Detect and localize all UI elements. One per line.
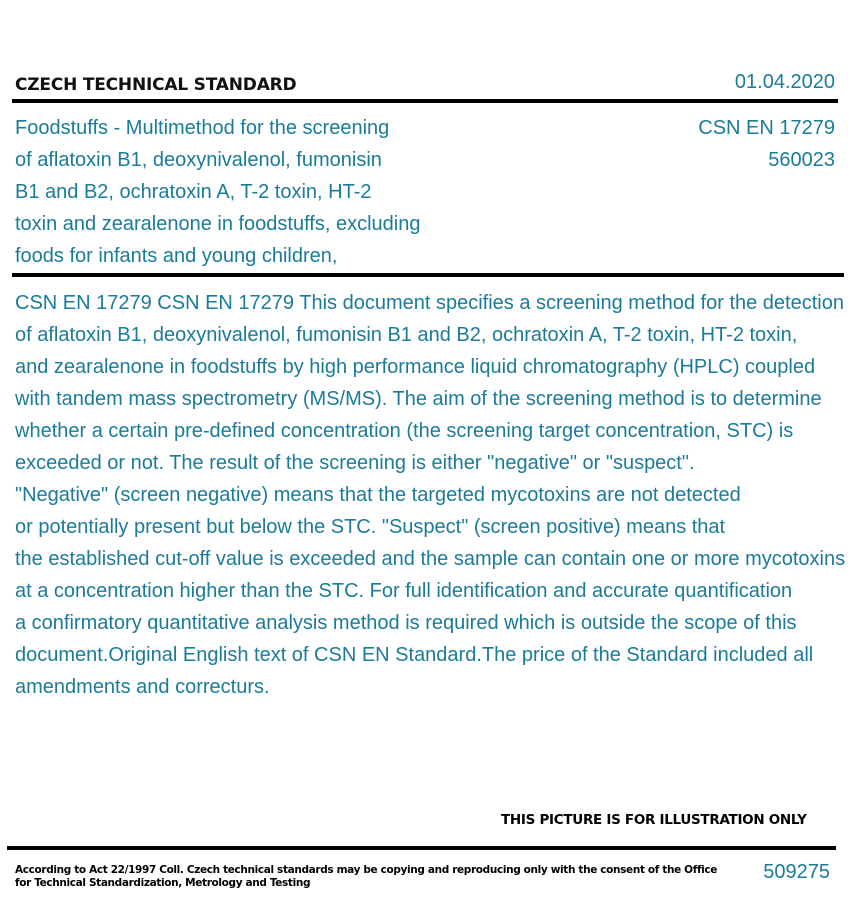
document-number: 509275: [763, 861, 830, 883]
legal-notice-line: According to Act 22/1997 Coll. Czech technical standards may be copying and reproducing only with the consent of the Office: [15, 864, 718, 876]
description-line: exceeded or not. The result of the screening is either "negative" or "suspect".: [15, 452, 695, 474]
description-line: document.Original English text of CSN EN Standard.The price of the Standard included all: [15, 644, 814, 666]
description-line: "Negative" (screen negative) means that the targeted mycotoxins are not detected: [15, 484, 741, 506]
header-divider: [12, 99, 838, 103]
title-divider: [12, 273, 844, 277]
document-type-label: CZECH TECHNICAL STANDARD: [15, 75, 297, 95]
legal-notice-line: for Technical Standardization, Metrology and Testing: [15, 877, 311, 889]
title-line: of aflatoxin B1, deoxynivalenol, fumonisin: [15, 149, 382, 171]
title-line: B1 and B2, ochratoxin A, T-2 toxin, HT-2: [15, 181, 372, 203]
description-line: of aflatoxin B1, deoxynivalenol, fumonisin B1 and B2, ochratoxin A, T-2 toxin, HT-2 toxin,: [15, 324, 798, 346]
description-line: amendments and correcturs.: [15, 676, 270, 698]
title-line: Foodstuffs - Multimethod for the screening: [15, 117, 390, 139]
legal-notice: [15, 864, 718, 890]
description-line: whether a certain pre-defined concentration (the screening target concentration, STC) is: [15, 420, 794, 442]
title-line: foods for infants and young children,: [15, 245, 338, 267]
description-line: the established cut-off value is exceeded and the sample can contain one or more mycotoxins: [15, 548, 846, 570]
publication-date: 01.04.2020: [734, 71, 835, 93]
description-line: and zearalenone in foodstuffs by high performance liquid chromatography (HPLC) coupled: [15, 356, 816, 378]
footer-divider: [7, 846, 836, 850]
description-line: at a concentration higher than the STC. For full identification and accurate quantification: [15, 580, 793, 602]
description-line: a confirmatory quantitative analysis method is required which is outside the scope of this: [15, 612, 797, 634]
standard-code: CSN EN 17279: [698, 117, 835, 139]
title-line: toxin and zearalenone in foodstuffs, excluding: [15, 213, 421, 235]
description-line: CSN EN 17279 CSN EN 17279 This document specifies a screening method for the detection: [15, 292, 844, 314]
catalog-number: 560023: [768, 149, 835, 171]
description-line: or potentially present but below the STC. "Suspect" (screen positive) means that: [15, 516, 726, 538]
illustration-disclaimer: THIS PICTURE IS FOR ILLUSTRATION ONLY: [501, 812, 807, 828]
description-line: with tandem mass spectrometry (MS/MS). The aim of the screening method is to determine: [15, 388, 822, 410]
